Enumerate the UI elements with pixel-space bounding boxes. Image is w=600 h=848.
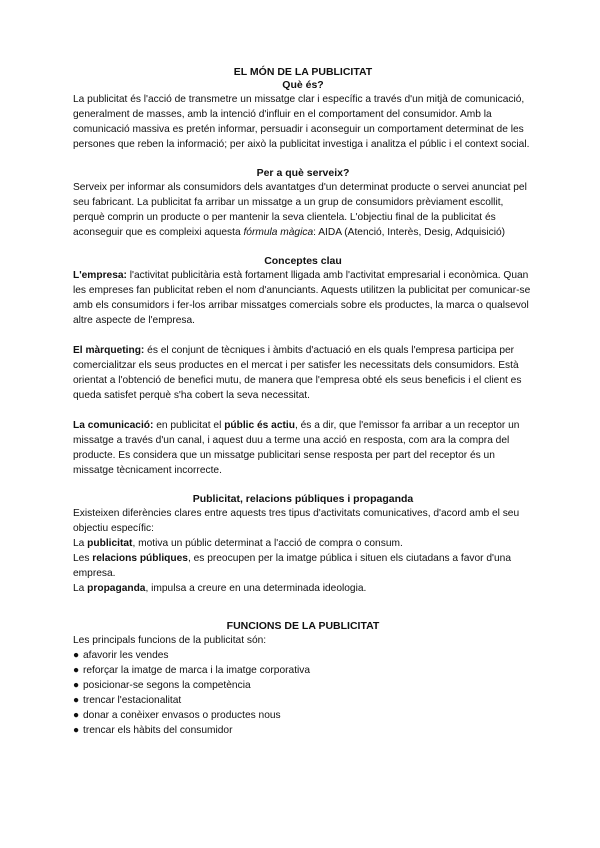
list-item	[73, 678, 533, 693]
paragraph-funcions-intro: Les principals funcions de la publicitat són:	[73, 635, 267, 646]
text-empresa: l'activitat publicitària està fortament lligada amb l'activitat empresarial i econòmica. Quan les empreses fan publicitat reben el nom d'anunciants. Aquests utilitzen la publicitat per comunicar-se amb els consumidors i fer-los arribar missatges comercials sobre els productes, la marca o qualsevol altre aspecte de l'empresa.	[73, 270, 531, 326]
bullet-icon: ●	[73, 665, 80, 676]
bullet-icon: ●	[73, 695, 80, 706]
list-item-text: donar a conèixer envasos o productes nous	[83, 710, 281, 721]
paragraph-per-a-que	[73, 180, 533, 240]
list-item-text: posicionar-se segons la competència	[83, 680, 251, 691]
line-relacions-post: , es preocupen per la imatge pública i situen els ciutadans a favor d'una empresa.	[73, 553, 512, 579]
paragraph-empresa	[73, 268, 533, 328]
term-comunicacio: La comunicació:	[73, 420, 154, 431]
list-item-text: trencar l'estacionalitat	[83, 695, 182, 706]
document-page	[73, 66, 533, 738]
list-item	[73, 708, 533, 723]
term-propaganda: propaganda	[87, 583, 146, 594]
heading-que-es: Què és?	[282, 79, 324, 91]
line-publicitat	[73, 536, 533, 551]
formula-magica-italic: fórmula màgica	[243, 227, 314, 238]
line-publicitat-pre: La	[73, 538, 88, 549]
heading-per-a-que: Per a què serveix?	[256, 167, 350, 179]
text-comunicacio-2: , és a dir, que l'emissor fa arribar a un receptor un missatge a través d'un canal, i aquest duu a terme una acció en resposta, com ara la compra del producte. Es considera que un missatge publicitari sense resposta per part del receptor és un missatge tècnicament incorrecte.	[73, 420, 520, 476]
list-item	[73, 663, 533, 678]
paragraph-que-es: La publicitat és l'acció de transmetre un missatge clar i específic a través d'un mitjà de comunicació, generalment de masses, amb la intenció d'influir en el comportament del consumidor. Amb la comunicació massiva es pretén informar, persuadir i aconseguir un comportament determinat de les persones que reben la informació; per això la publicitat investiga i analitza el públic i el context social.	[73, 94, 530, 150]
list-item-text: trencar els hàbits del consumidor	[83, 725, 233, 736]
line-propaganda-pre: La	[73, 583, 88, 594]
list-item	[73, 723, 533, 738]
list-item	[73, 648, 533, 663]
text-marqueting: és el conjunt de tècniques i àmbits d'actuació en els quals l'empresa participa per comercialitzar els seus productes en el mercat i per satisfer les necessitats dels consumidors. Està orientat a l'obtenció de benefici mutu, de manera que l'empresa obté els seus beneficis i el client es queda satisfet perquè s'ha cobert la seva necessitat.	[73, 345, 522, 401]
funcions-list	[73, 648, 533, 738]
heading-funcions: FUNCIONS DE LA PUBLICITAT	[226, 620, 380, 632]
line-relacions-pre: Les	[73, 553, 93, 564]
list-item-text: reforçar la imatge de marca i la imatge corporativa	[83, 665, 311, 676]
per-a-que-text-2: : AIDA (Atenció, Interès, Desig, Adquisició)	[313, 227, 506, 238]
term-marqueting: El màrqueting:	[73, 345, 145, 356]
paragraph-relacions-intro: Existeixen diferències clares entre aquests tres tipus d'activitats comunicatives, d'acord amb el seu objectiu específic:	[73, 508, 520, 534]
list-item-text: afavorir les vendes	[83, 650, 169, 661]
heading-relacions: Publicitat, relacions públiques i propaganda	[192, 493, 414, 505]
heading-conceptes-clau: Conceptes clau	[264, 255, 342, 267]
paragraph-comunicacio	[73, 418, 533, 478]
line-propaganda	[73, 581, 533, 596]
document-title: EL MÓN DE LA PUBLICITAT	[233, 66, 373, 78]
line-publicitat-post: , motiva un públic determinat a l'acció de compra o consum.	[132, 538, 403, 549]
bullet-icon: ●	[73, 725, 80, 736]
list-item	[73, 693, 533, 708]
paragraph-marqueting	[73, 343, 533, 403]
text-comunicacio-1: en publicitat el	[153, 420, 225, 431]
term-public-actiu: públic és actiu	[224, 420, 295, 431]
line-relacions-publiques	[73, 551, 533, 581]
term-publicitat: publicitat	[87, 538, 133, 549]
term-relacions-publiques: relacions públiques	[92, 553, 188, 564]
bullet-icon: ●	[73, 680, 80, 691]
per-a-que-text-1: Serveix per informar als consumidors dels avantatges d'un determinat producte o servei anunciat pel seu fabricant. La publicitat fa arribar un missatge a un grup de consumidors prèviament escollit, perquè comprin un producte o per mantenir la seva clientela. L'objectiu final de la publicitat és aconseguir que es compleixi aquesta	[73, 182, 527, 238]
bullet-icon: ●	[73, 710, 80, 721]
line-propaganda-post: , impulsa a creure en una determinada ideologia.	[145, 583, 367, 594]
term-empresa: L'empresa:	[73, 270, 127, 281]
bullet-icon: ●	[73, 650, 80, 661]
